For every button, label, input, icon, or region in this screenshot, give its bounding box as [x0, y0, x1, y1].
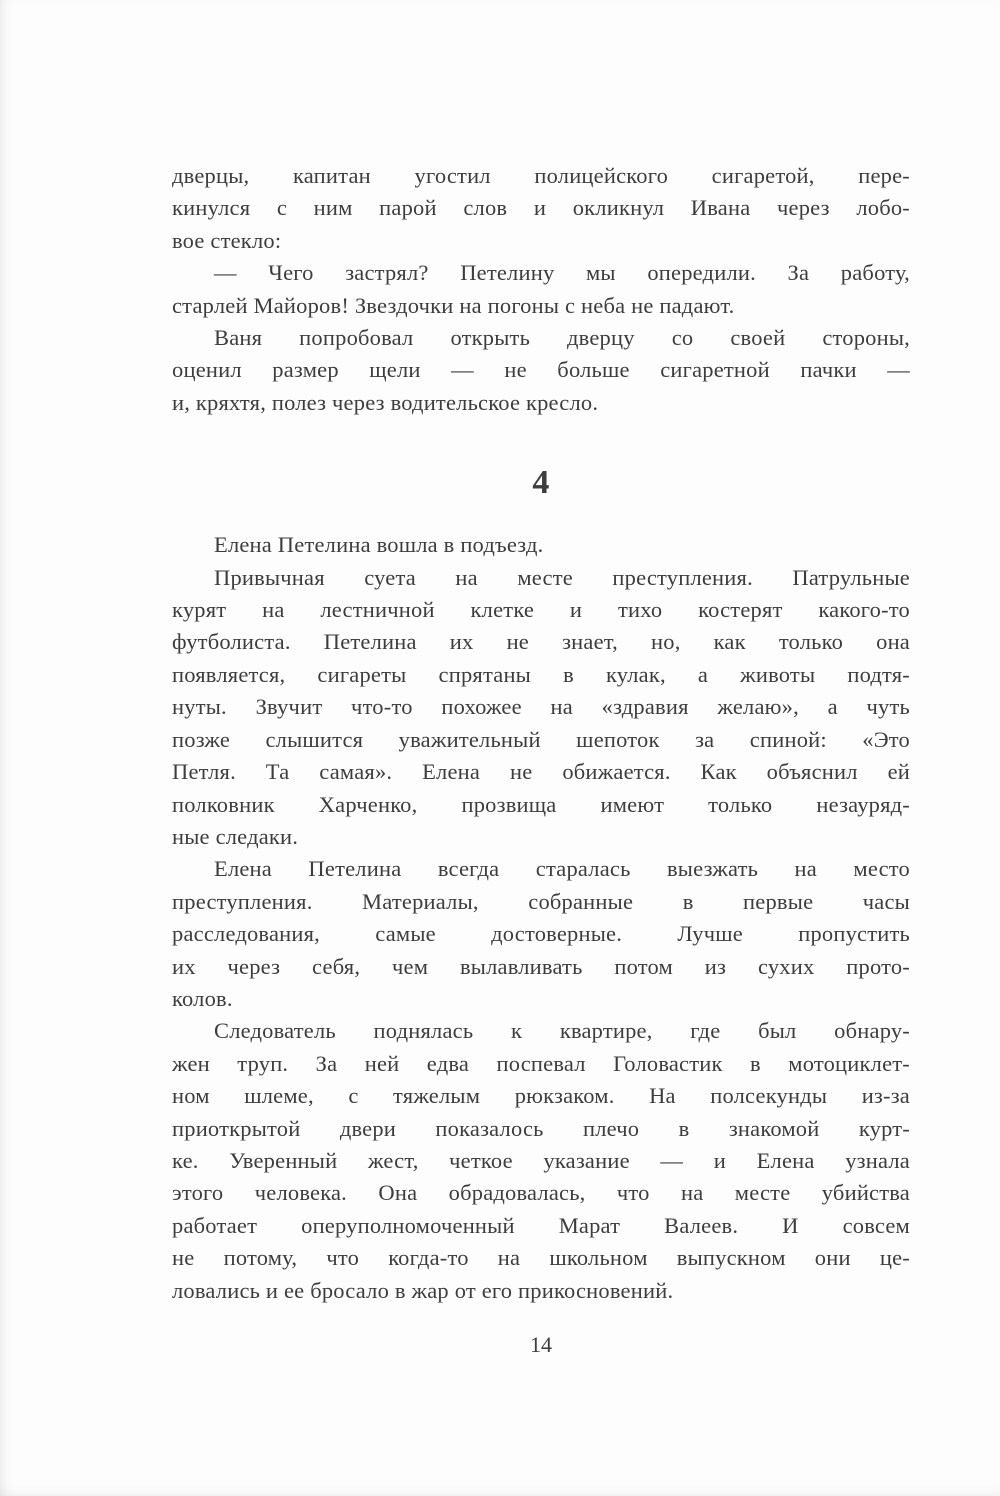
- text-line: старлей Майоров! Звездочки на погоны с неба не падают.: [172, 292, 735, 318]
- text-line: приоткрытой двери показалось плечо в знакомой курт-: [172, 1115, 910, 1141]
- paragraph: [172, 1015, 910, 1307]
- text-line: преступления. Материалы, собранные в первые часы: [172, 888, 910, 914]
- text-line: колов.: [172, 985, 233, 1011]
- text-line: расследования, самые достоверные. Лучше пропустить: [172, 921, 910, 947]
- text-block: [172, 160, 910, 1307]
- paragraph: [172, 853, 910, 1015]
- text-line: дверцы, капитан угостил полицейского сигаретой, пере-: [172, 163, 910, 188]
- paragraph: [172, 257, 910, 322]
- text-line: нуты. Звучит что-то похожее на «здравия желаю», а чуть: [172, 694, 910, 720]
- text-line: ные следаки.: [172, 823, 299, 849]
- text-line: и, кряхтя, полез через водительское кресло.: [172, 389, 599, 415]
- text-line: Привычная суета на месте преступления. Патрульные: [214, 564, 910, 590]
- text-line: Елена Петелина вошла в подъезд.: [214, 532, 544, 558]
- text-line: позже слышится уважительный шепоток за спиной: «Это: [172, 726, 910, 752]
- paragraph: [172, 322, 910, 419]
- text-line: вое стекло:: [172, 227, 282, 253]
- text-line: ке. Уверенный жест, четкое указание — и Елена узнала: [172, 1147, 910, 1173]
- text-line: — Чего застрял? Петелину мы опередили. За работу,: [214, 260, 910, 286]
- text-line: Петля. Та самая». Елена не обижается. Как объяснил ей: [172, 759, 910, 785]
- text-line: их через себя, чем вылавливать потом из сухих прото-: [172, 953, 910, 979]
- text-line: не потому, что когда-то на школьном выпускном они це-: [172, 1245, 910, 1271]
- text-line: оценил размер щели — не больше сигаретной пачки —: [172, 357, 910, 383]
- text-line: этого человека. Она обрадовалась, что на месте убийства: [172, 1180, 910, 1206]
- paragraph: [172, 160, 910, 257]
- text-line: кинулся с ним парой слов и окликнул Ивана через лобо-: [172, 195, 910, 221]
- paragraph: [172, 529, 910, 561]
- text-line: курят на лестничной клетке и тихо костерят какого-то: [172, 597, 910, 623]
- page-number: 14: [530, 1332, 552, 1357]
- text-line: футболиста. Петелина их не знает, но, как только она: [172, 629, 910, 655]
- text-line: появляется, сигареты спрятаны в кулак, а животы подтя-: [172, 661, 910, 687]
- text-line: Елена Петелина всегда старалась выезжать на место: [214, 856, 910, 882]
- text-line: полковник Харченко, прозвища имеют только незауряд-: [172, 791, 910, 817]
- chapter-heading: 4: [532, 464, 550, 502]
- paragraph: [172, 562, 910, 854]
- text-line: жен труп. За ней едва поспевал Головастик в мотоциклет-: [172, 1050, 910, 1076]
- text-line: ловались и ее бросало в жар от его прикосновений.: [172, 1277, 674, 1303]
- text-line: Ваня попробовал открыть дверцу со своей стороны,: [214, 325, 910, 351]
- text-line: ном шлеме, с тяжелым рюкзаком. На полсекунды из-за: [172, 1083, 910, 1109]
- text-line: Следователь поднялась к квартире, где был обнару-: [214, 1018, 910, 1044]
- text-line: работает оперуполномоченный Марат Валеев. И совсем: [172, 1212, 910, 1238]
